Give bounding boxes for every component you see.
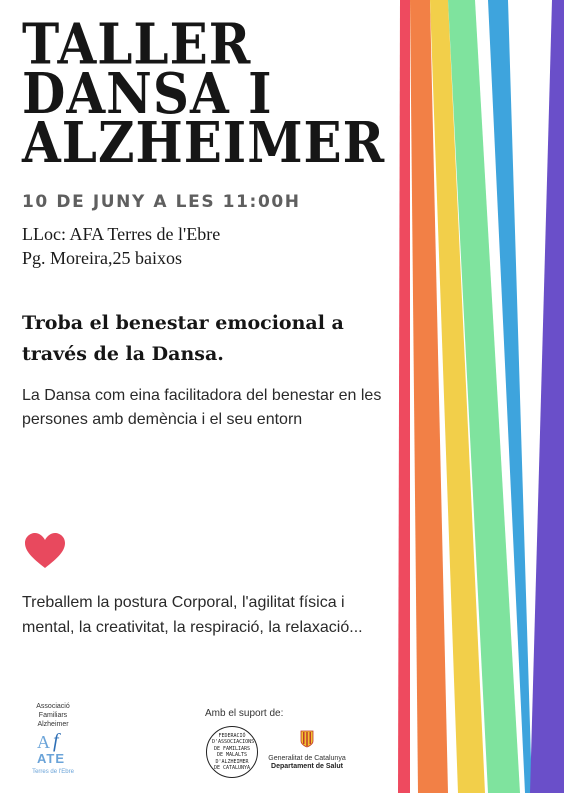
afa-logo [28, 702, 78, 775]
event-date: 10 DE JUNY A LES 11:00H [22, 192, 301, 212]
support-label: Amb el suport de: [205, 708, 284, 719]
title-line-2: DANSA I [22, 60, 273, 127]
generalitat-logo [268, 730, 346, 771]
title-line-1: TALLER [22, 11, 252, 78]
rainbow-stripes [380, 0, 564, 793]
generalitat-name: Generalitat de Catalunya [268, 755, 346, 762]
federation-logo [206, 726, 258, 778]
description: La Dansa com eina facilitadora del benestar en les persones amb demència i el seu entorn [22, 387, 382, 428]
location-line-1: LLoc: AFA Terres de l'Ebre [22, 224, 221, 244]
workshop-activities: Treballem la postura Corporal, l'agilitat física i mental, la creativitat, la respiració, la relaxació... [22, 594, 363, 636]
heart-icon [24, 532, 66, 570]
tagline: Troba el benestar emocional a través de la Dansa. [22, 312, 344, 365]
afa-name: Associació Familiars Alzheimer [36, 703, 70, 728]
afa-subtitle: Terres de l'Ebre [32, 769, 74, 775]
afa-mark [35, 732, 71, 768]
federation-text: FEDERACIÓ D'ASSOCIACIONS DE FAMILIARS DE MALALTS D'ALZHEIMER DE CATALUNYA [212, 732, 255, 771]
catalan-shield-icon [300, 730, 314, 748]
stripe-red [398, 0, 410, 793]
poster-title [22, 11, 386, 176]
stripe-purple [530, 0, 564, 793]
event-location [22, 222, 220, 270]
location-line-2: Pg. Moreira,25 baixos [22, 248, 182, 268]
department-name: Departament de Salut [271, 763, 343, 770]
afa-letter-a: A [37, 732, 50, 752]
title-line-3: ALZHEIMER [22, 109, 386, 176]
afa-letters-ate: ATE [37, 751, 66, 766]
afa-letter-f: f [53, 730, 59, 752]
